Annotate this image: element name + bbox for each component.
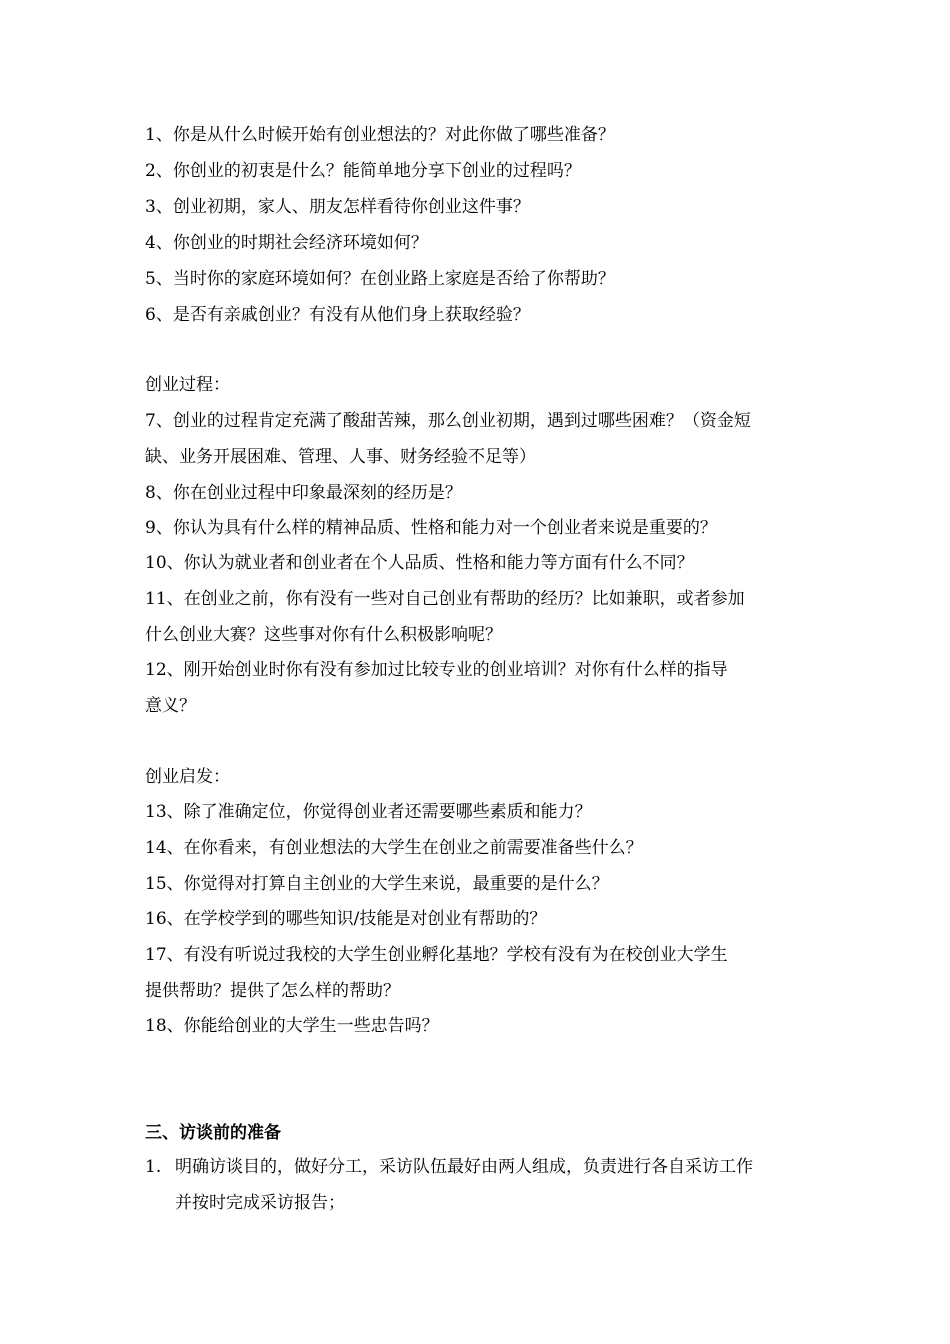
question-2: 2、你创业的初衷是什么？能简单地分享下创业的过程吗？	[145, 161, 581, 181]
question-6: 6、是否有亲戚创业？有没有从他们身上获取经验？	[145, 305, 530, 325]
question-18: 18、你能给创业的大学生一些忠告吗？	[145, 1016, 439, 1036]
section-title-inspiration: 创业启发：	[145, 767, 230, 787]
section-heading-preparation: 三、访谈前的准备	[145, 1123, 281, 1143]
question-5: 5、当时你的家庭环境如何？在创业路上家庭是否给了你帮助？	[145, 269, 615, 289]
question-17-line-1: 17、有没有听说过我校的大学生创业孵化基地？学校有没有为在校创业大学生	[145, 945, 728, 965]
question-14: 14、在你看来，有创业想法的大学生在创业之前需要准备些什么？	[145, 838, 643, 858]
question-11-line-1: 11、在创业之前，你有没有一些对自己创业有帮助的经历？比如兼职，或者参加	[145, 589, 745, 609]
section-title-process: 创业过程：	[145, 375, 230, 395]
prep-item-1-line-2: 并按时完成采访报告；	[175, 1193, 345, 1213]
question-11-line-2: 什么创业大赛？这些事对你有什么积极影响呢？	[145, 625, 502, 645]
question-9: 9、你认为具有什么样的精神品质、性格和能力对一个创业者来说是重要的？	[145, 518, 717, 538]
list-item-number: 1.	[145, 1157, 162, 1177]
question-15: 15、你觉得对打算自主创业的大学生来说，最重要的是什么？	[145, 874, 609, 894]
question-7-line-2: 缺、业务开展困难、管理、人事、财务经验不足等）	[145, 447, 536, 467]
question-10: 10、你认为就业者和创业者在个人品质、性格和能力等方面有什么不同？	[145, 553, 694, 573]
question-1: 1、你是从什么时候开始有创业想法的？对此你做了哪些准备？	[145, 125, 615, 145]
question-8: 8、你在创业过程中印象最深刻的经历是？	[145, 483, 462, 503]
question-12-line-1: 12、刚开始创业时你有没有参加过比较专业的创业培训？对你有什么样的指导	[145, 660, 728, 680]
question-7-line-1: 7、创业的过程肯定充满了酸甜苦辣，那么创业初期，遇到过哪些困难？（资金短	[145, 411, 751, 431]
question-17-line-2: 提供帮助？提供了怎么样的帮助？	[145, 981, 400, 1001]
question-12-line-2: 意义？	[145, 696, 196, 716]
question-4: 4、你创业的时期社会经济环境如何？	[145, 233, 428, 253]
question-16: 16、在学校学到的哪些知识/技能是对创业有帮助的？	[145, 909, 547, 929]
prep-item-1-line-1: 明确访谈目的，做好分工，采访队伍最好由两人组成，负责进行各自采访工作	[175, 1157, 753, 1177]
question-3: 3、创业初期，家人、朋友怎样看待你创业这件事？	[145, 197, 530, 217]
question-13: 13、除了准确定位，你觉得创业者还需要哪些素质和能力？	[145, 802, 592, 822]
